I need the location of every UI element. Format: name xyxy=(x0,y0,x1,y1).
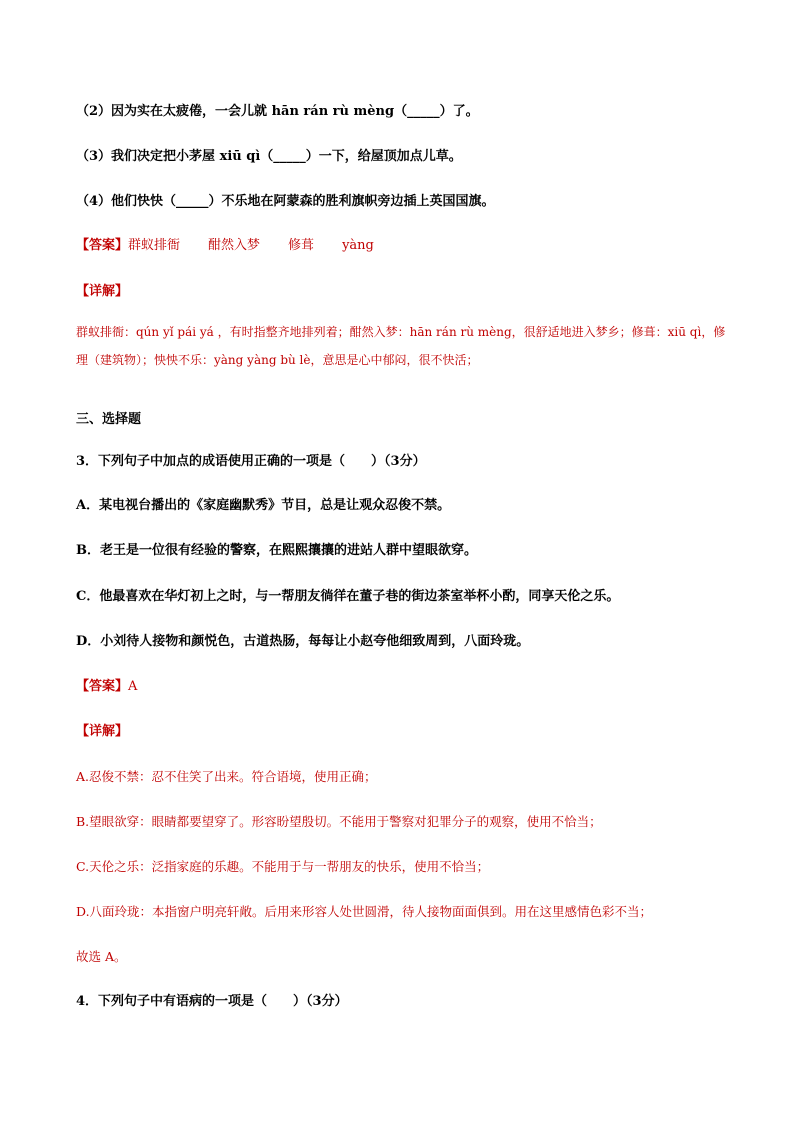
answer-1-item: 群蚁排衙 xyxy=(128,238,181,253)
question-3-option-a: A．某电视台播出的《家庭幽默秀》节目，总是让观众忍俊不禁。 xyxy=(76,498,451,513)
section-3-title: 三、选择题 xyxy=(76,412,142,427)
answer-1-item: 修葺 xyxy=(288,238,315,253)
detail-2-line: C.天伦之乐：泛指家庭的乐趣。不能用于与一帮朋友的快乐，使用不恰当； xyxy=(76,859,490,874)
question-3-option-c: C．他最喜欢在华灯初上之时，与一帮朋友徜徉在董子巷的街边茶室举杯小酌，同享天伦之乐。 xyxy=(76,589,620,604)
question-3: （3）我们决定把小茅屋 xiū qì（_____）一下，给屋顶加点儿草。 xyxy=(76,149,462,164)
question-4: （4）他们快快（_____）不乐地在阿蒙森的胜利旗帜旁边插上英国国旗。 xyxy=(76,194,495,209)
detail-1-text: 群蚁排衙：qún yǐ pái yá ，有时指整齐地排列着；酣然入梦：hān rán rù mèng，很舒适地进入梦乡；修葺：xiū qì，修理（建筑物）；怏怏不乐：yàng yàng bù lè，意思是心中郁闷，很不快活； xyxy=(76,325,726,367)
detail-2-line: 故选 A。 xyxy=(76,949,127,964)
answer-1-item: yàng xyxy=(342,238,374,253)
detail-1-tag: 【详解】 xyxy=(76,284,129,299)
answer-2 xyxy=(76,679,137,695)
answer-1-item: 酣然入梦 xyxy=(208,238,261,253)
question-3-option-d: D．小刘待人接物和颜悦色，古道热肠，每每让小赵夸他细致周到，八面玲珑。 xyxy=(76,634,530,649)
question-3-option-b: B．老王是一位很有经验的警察，在熙熙攘攘的进站人群中望眼欲穿。 xyxy=(76,543,477,558)
answer-1-tag: 【答案】 xyxy=(76,238,129,253)
detail-2-tag: 【详解】 xyxy=(76,724,129,739)
question-2: （2）因为实在太疲倦，一会儿就 hān rán rù mèng（_____）了。 xyxy=(76,104,479,119)
detail-2-line: D.八面玲珑：本指窗户明亮轩敞。后用来形容人处世圆滑，待人接物面面俱到。用在这里感情色彩不当； xyxy=(76,904,653,919)
answer-2-tag: 【答案】 xyxy=(76,679,129,694)
answer-2-value: A xyxy=(128,679,138,694)
question-4-stem: 4．下列句子中有语病的一项是（ ）（3分） xyxy=(76,994,348,1009)
detail-2-line: A.忍俊不禁：忍不住笑了出来。符合语境，使用正确； xyxy=(76,769,377,784)
answer-1 xyxy=(76,238,374,254)
detail-2-line: B.望眼欲穿：眼睛都要望穿了。形容盼望殷切。不能用于警察对犯罪分子的观察，使用不恰当； xyxy=(76,814,602,829)
question-3-stem: 3．下列句子中加点的成语使用正确的一项是（ ）（3分） xyxy=(76,454,426,469)
